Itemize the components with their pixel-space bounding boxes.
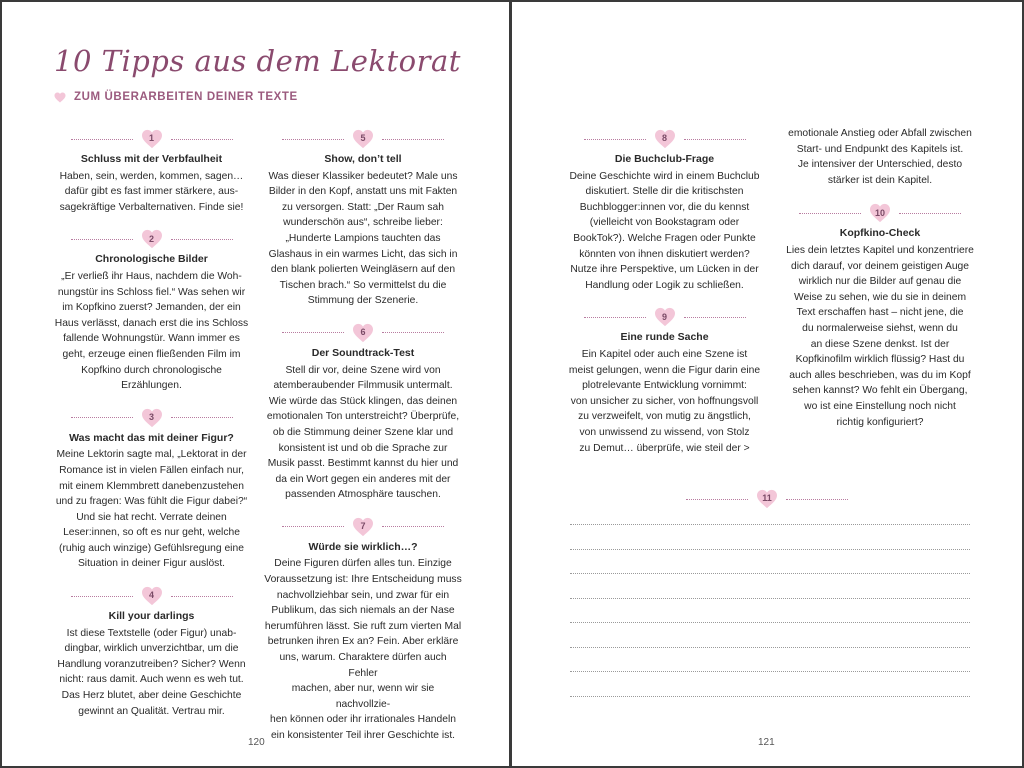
dotted-divider — [71, 596, 133, 597]
dotted-divider — [71, 239, 133, 240]
tip-header — [264, 322, 462, 344]
tips-column-2 — [264, 128, 462, 757]
dotted-divider — [584, 139, 646, 140]
note-line — [570, 647, 970, 648]
dotted-divider — [382, 526, 444, 527]
tip-body: Ist diese Textstelle (oder Figur) unab- dingbar, wirklich unverzichtbar, um die Handlung voranzutreiben? Sicher? Wenn nicht: raus damit. Auch wenn es weh tut. Das Herz blutet, aber deine Geschichte gewinnt an Qualität. Vertrau mir. — [57, 627, 246, 717]
dotted-divider — [171, 239, 233, 240]
tip-title: Die Buchclub-Frage — [614, 153, 715, 165]
tip-header — [54, 228, 249, 250]
tip-title: Schluss mit der Verbfaulheit — [80, 153, 223, 165]
note-line — [570, 622, 970, 623]
tip — [562, 488, 972, 510]
tip-header — [54, 407, 249, 429]
tip-header — [54, 585, 249, 607]
dotted-divider — [382, 332, 444, 333]
dotted-divider — [684, 139, 746, 140]
heart-icon — [352, 129, 374, 149]
tip-number: 11 — [762, 493, 772, 504]
tip-number: 6 — [360, 327, 366, 338]
tip-title: Was macht das mit deiner Figur? — [69, 431, 234, 444]
tip-body: „Er verließ ihr Haus, nachdem die Woh- nungstür ins Schloss fiel.“ Was sehen wir im Kopfkino zuerst? Jemanden, der ein Haus verlässt, danach erst die ins Schloss fallende Wohnungstür. Wann immer es geht, erzeuge einen fließenden Film im Kopfkino durch chronologische Erzählungen. — [54, 270, 249, 392]
tip-title: Chronologische Bilder — [95, 253, 208, 266]
tip-number: 7 — [360, 521, 366, 532]
tip-number: 3 — [148, 411, 154, 422]
tip-number: 10 — [874, 207, 885, 218]
tip-number: 1 — [148, 133, 154, 144]
tip — [264, 128, 462, 309]
page-number-left: 120 — [248, 737, 265, 748]
tip-header — [562, 128, 767, 150]
dotted-divider — [382, 139, 444, 140]
dotted-divider — [684, 317, 746, 318]
tip-title: Kill your darlings — [108, 610, 195, 623]
dotted-divider — [171, 139, 233, 140]
notes-area — [570, 524, 970, 720]
dotted-divider — [171, 417, 233, 418]
tip-body: Haben, sein, werden, kommen, sagen… dafür gibt es fast immer stärkere, aus- sagekräftige Verbalternativen. Finde sie! — [59, 170, 244, 213]
dotted-divider — [786, 499, 848, 500]
tip-11 — [562, 488, 972, 523]
page-subtitle — [54, 91, 298, 103]
dotted-divider — [799, 213, 861, 214]
tip-body: Meine Lektorin sagte mal, „Lektorat in der Romance ist in vielen Fällen einfach nur, mit einem Klemmbrett danebenzustehen und zu fragen: Was fühlt die Figur dabei?“ Und sie hat recht. Verrate deinen Leser:innen, so oft es nur geht, welche (ruhig auch winzige) Gefühlsregung eine Situation in deiner Figur auslöst. — [55, 449, 248, 570]
page-title: 10 Tipps aus dem Lektorat — [54, 44, 461, 78]
note-line — [570, 573, 970, 574]
tip-title: Kopfkino-Check — [839, 227, 921, 240]
dotted-divider — [171, 596, 233, 597]
page-number-right: 121 — [758, 737, 775, 748]
tip — [54, 585, 249, 719]
note-line — [570, 524, 970, 525]
tip — [54, 228, 249, 393]
dotted-divider — [899, 213, 961, 214]
heart-icon — [352, 323, 374, 343]
dotted-divider — [71, 139, 133, 140]
tip-body: Stell dir vor, deine Szene wird von atemberaubender Filmmusik untermalt. Wie würde das Stück klingen, das deinen emotionalen Ton unterstreicht? Überprüfe, ob die Stimmung deiner Szene klar und konsistent ist und ob die Sprache zur Musik passt. Bestimmt kannst du hier und da ein Wort gegen ein anderes mit der passenden Atmosphäre tauschen. — [266, 364, 460, 501]
left-page — [2, 2, 509, 766]
tip-number: 4 — [148, 590, 154, 601]
tip-title: Würde sie wirklich…? — [308, 540, 418, 553]
tip-title: Der Soundtrack-Test — [311, 346, 415, 359]
tip-header — [562, 306, 767, 328]
subtitle-text: ZUM ÜBERARBEITEN DEINER TEXTE — [74, 91, 298, 103]
tip-header — [54, 128, 249, 150]
tip-header — [562, 488, 972, 510]
heart-icon — [141, 129, 163, 149]
tip-number: 2 — [148, 233, 154, 244]
heart-icon — [141, 229, 163, 249]
heart-icon — [654, 307, 676, 327]
dotted-divider — [282, 332, 344, 333]
note-line — [570, 598, 970, 599]
tip — [780, 202, 980, 430]
tip-body: Ein Kapitel oder auch eine Szene ist meist gelungen, wenn die Figur darin eine plotrelevante Entwicklung vornimmt: von unsicher zu sicher, von hoffnungsvoll zu verzweifelt, von mutig zu ängstlich, von unwissend zu wissend, von Stolz zu Demut… überprüfe, wie steil der > — [568, 348, 761, 454]
note-line — [570, 549, 970, 550]
tip-header — [780, 202, 980, 224]
tip — [54, 128, 249, 215]
dotted-divider — [282, 139, 344, 140]
dotted-divider — [282, 526, 344, 527]
dotted-divider — [71, 417, 133, 418]
tip-body: Deine Geschichte wird in einem Buchclub diskutiert. Stelle dir die kritischsten Buchblogger:innen vor, die du kennst (vielleicht von Bookstagram oder BookTok?). Welche Fragen oder Punkte könnten von ihnen diskutiert werden? Nutze ihre Perspektive, um Lücken in der Handlung oder Logik zu schließen. — [569, 170, 760, 291]
heart-icon — [756, 489, 778, 509]
tip — [264, 516, 462, 744]
dotted-divider — [584, 317, 646, 318]
tip-body: Was dieser Klassiker bedeutet? Male uns Bilder in den Kopf, anstatt uns mit Fakten zu versorgen. Statt: „Der Raum sah wunderschön aus“, schreibe lieber: „Hunderte Lampions tauchten das Glashaus in ein warmes Licht, das sich in den blank polierten Weingläsern auf den Tischen brach.“ So vermittelst du die Stimmung der Szenerie. — [268, 170, 458, 307]
heart-icon — [654, 129, 676, 149]
tips-column-4 — [780, 126, 980, 443]
tip-header — [264, 516, 462, 538]
tip — [562, 128, 767, 293]
tip — [54, 407, 249, 572]
tip-number: 8 — [661, 133, 667, 144]
tip-body: Deine Figuren dürfen alles tun. Einzige Voraussetzung ist: Ihre Entscheidung muss nachvollziehbar sein, und zwar für ein Publikum, das sich niemals an der Nase herumführen lässt. Sie ruft zum vierten Mal betrunken ihren Ex an? Fein. Aber erkläre uns, warum. Charaktere dürfen auch Fehler machen, aber nur, wenn wir sie nachvollzie- hen können oder ihr irrationales Handeln ein konsistenter Teil ihrer Geschichte ist. — [264, 558, 462, 741]
tip-header — [264, 128, 462, 150]
tip-body: Lies dein letztes Kapitel und konzentriere dich darauf, vor deinem geistigen Auge wirklich nur die Bilder auf genau die Weise zu sehen, wie du sie in deinem Text erschaffen hast – nicht jene, die du normalerweise siehst, wenn du an diese Szene denkst. Ist der Kopfkinofilm wirklich flüssig? Hast du auch alles beschrieben, was du im Kopf sehen kannst? Wo fehlt ein Übergang, wo ist eine Einstellung noch nicht richtig konfiguriert? — [786, 244, 974, 428]
heart-icon — [141, 586, 163, 606]
right-page — [512, 2, 1022, 766]
heart-icon — [54, 92, 66, 103]
tip — [264, 322, 462, 503]
tip-continuation: emotionale Anstieg oder Abfall zwischen Start- und Endpunkt des Kapitels ist. Je intensiver der Unterschied, desto stärker ist dein Kapitel. — [788, 128, 972, 186]
tip — [562, 306, 767, 456]
note-line — [570, 696, 970, 697]
tip-number: 5 — [360, 133, 366, 144]
tips-column-1 — [54, 128, 249, 732]
tip-title: Show, don’t tell — [324, 153, 402, 165]
heart-icon — [352, 517, 374, 537]
dotted-divider — [686, 499, 748, 500]
tip-title: Eine runde Sache — [620, 331, 709, 344]
note-line — [570, 671, 970, 672]
heart-icon — [869, 203, 891, 223]
heart-icon — [141, 408, 163, 428]
tips-column-3 — [562, 128, 767, 469]
tip-number: 9 — [661, 311, 667, 322]
